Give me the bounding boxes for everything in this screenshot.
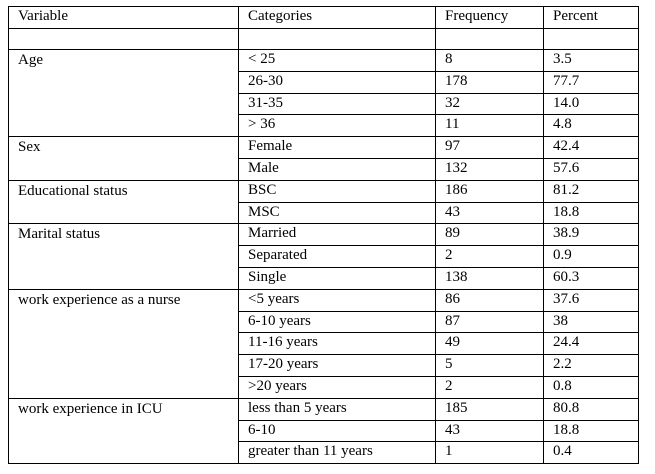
category-cell: Separated (239, 246, 436, 268)
table-row (9, 180, 639, 202)
category-cell: 11-16 years (239, 333, 436, 355)
category-cell: 26-30 (239, 71, 436, 93)
frequency-cell: 1 (436, 442, 544, 464)
table-row (9, 289, 639, 311)
frequency-cell: 49 (436, 333, 544, 355)
spacer-cell (436, 29, 544, 50)
category-cell: BSC (239, 180, 436, 202)
category-cell: 6-10 years (239, 311, 436, 333)
category-cell: 6-10 (239, 420, 436, 442)
percent-cell: 3.5 (544, 50, 639, 72)
header-categories: Categories (239, 7, 436, 29)
header-variable: Variable (9, 7, 239, 29)
frequency-cell: 132 (436, 158, 544, 180)
table-row (9, 50, 639, 72)
percent-cell: 81.2 (544, 180, 639, 202)
frequency-cell: 2 (436, 376, 544, 398)
percent-cell: 38 (544, 311, 639, 333)
percent-cell: 0.8 (544, 376, 639, 398)
percent-cell: 2.2 (544, 355, 639, 377)
frequency-cell: 138 (436, 267, 544, 289)
frequency-cell: 186 (436, 180, 544, 202)
percent-cell: 14.0 (544, 93, 639, 115)
percent-cell: 24.4 (544, 333, 639, 355)
category-cell: Male (239, 158, 436, 180)
variable-cell: work experience as a nurse (9, 289, 239, 398)
category-cell: greater than 11 years (239, 442, 436, 464)
percent-cell: 18.8 (544, 420, 639, 442)
percent-cell: 42.4 (544, 137, 639, 159)
category-cell: 31-35 (239, 93, 436, 115)
percent-cell: 77.7 (544, 71, 639, 93)
frequency-cell: 11 (436, 115, 544, 137)
table-header-row (9, 7, 639, 29)
frequency-cell: 2 (436, 246, 544, 268)
frequency-cell: 5 (436, 355, 544, 377)
category-cell: 17-20 years (239, 355, 436, 377)
header-frequency: Frequency (436, 7, 544, 29)
spacer-cell (9, 29, 239, 50)
category-cell: less than 5 years (239, 398, 436, 420)
category-cell: >20 years (239, 376, 436, 398)
percent-cell: 4.8 (544, 115, 639, 137)
frequency-cell: 43 (436, 420, 544, 442)
percent-cell: 0.9 (544, 246, 639, 268)
category-cell: Single (239, 267, 436, 289)
category-cell: Married (239, 224, 436, 246)
percent-cell: 80.8 (544, 398, 639, 420)
category-cell: <5 years (239, 289, 436, 311)
category-cell: MSC (239, 202, 436, 224)
table-spacer-row (9, 29, 639, 50)
percent-cell: 57.6 (544, 158, 639, 180)
percent-cell: 0.4 (544, 442, 639, 464)
demographics-table (8, 6, 639, 464)
percent-cell: 37.6 (544, 289, 639, 311)
frequency-cell: 32 (436, 93, 544, 115)
frequency-cell: 8 (436, 50, 544, 72)
category-cell: < 25 (239, 50, 436, 72)
percent-cell: 60.3 (544, 267, 639, 289)
frequency-cell: 185 (436, 398, 544, 420)
frequency-cell: 87 (436, 311, 544, 333)
variable-cell: Educational status (9, 180, 239, 224)
frequency-cell: 43 (436, 202, 544, 224)
variable-cell: work experience in ICU (9, 398, 239, 463)
percent-cell: 18.8 (544, 202, 639, 224)
frequency-cell: 178 (436, 71, 544, 93)
spacer-cell (239, 29, 436, 50)
frequency-cell: 89 (436, 224, 544, 246)
percent-cell: 38.9 (544, 224, 639, 246)
variable-cell: Marital status (9, 224, 239, 289)
table-row (9, 137, 639, 159)
frequency-cell: 86 (436, 289, 544, 311)
variable-cell: Sex (9, 137, 239, 181)
table-row (9, 224, 639, 246)
frequency-cell: 97 (436, 137, 544, 159)
spacer-cell (544, 29, 639, 50)
category-cell: > 36 (239, 115, 436, 137)
header-percent: Percent (544, 7, 639, 29)
table-row (9, 398, 639, 420)
category-cell: Female (239, 137, 436, 159)
variable-cell: Age (9, 50, 239, 137)
